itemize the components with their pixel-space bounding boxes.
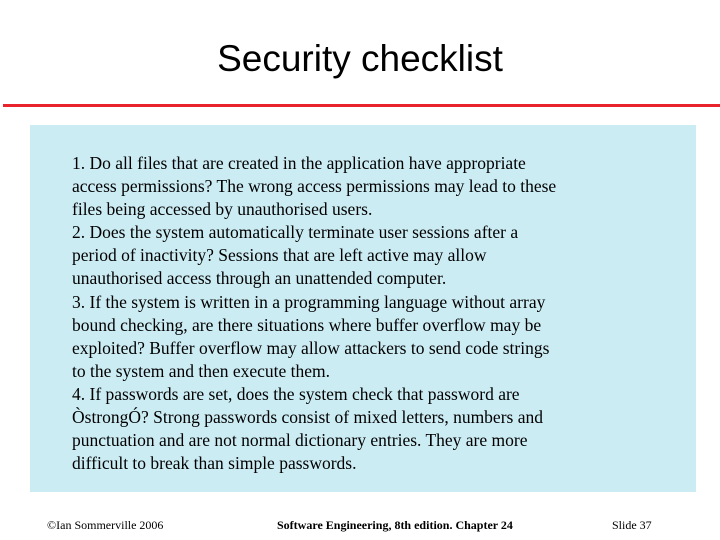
footer-slide-number: Slide 37 <box>612 518 652 532</box>
checklist-line: ÒstrongÓ? Strong passwords consist of mixed letters, numbers and <box>72 407 543 428</box>
checklist-line: 1. Do all files that are created in the application have appropriate <box>72 153 526 173</box>
checklist-text <box>72 152 556 475</box>
slide-title: Security checklist <box>217 38 503 79</box>
title-divider <box>3 104 720 107</box>
checklist-line: bound checking, are there situations where buffer overflow may be <box>72 314 542 335</box>
checklist-line: 2. Does the system automatically terminate user sessions after a <box>72 222 519 243</box>
checklist-line: punctuation and are not normal dictionary entries. They are more <box>72 430 528 451</box>
footer-copyright: ©Ian Sommerville 2006 <box>47 518 164 532</box>
checklist-line: files being accessed by unauthorised users. <box>72 199 373 220</box>
checklist-line: access permissions? The wrong access permissions may lead to these <box>72 176 557 197</box>
checklist-line: to the system and then execute them. <box>72 360 331 381</box>
footer-book-title: Software Engineering, 8th edition. Chapter 24 <box>277 518 513 532</box>
checklist-line: 4. If passwords are set, does the system check that password are <box>72 383 520 404</box>
checklist-line: 3. If the system is written in a programming language without array <box>72 291 546 312</box>
checklist-panel <box>30 125 696 492</box>
checklist-line: unauthorised access through an unattended computer. <box>72 268 447 289</box>
checklist-line: difficult to break than simple passwords. <box>72 453 357 474</box>
checklist-line: period of inactivity? Sessions that are left active may allow <box>72 245 487 266</box>
checklist-line: exploited? Buffer overflow may allow attackers to send code strings <box>72 337 550 358</box>
